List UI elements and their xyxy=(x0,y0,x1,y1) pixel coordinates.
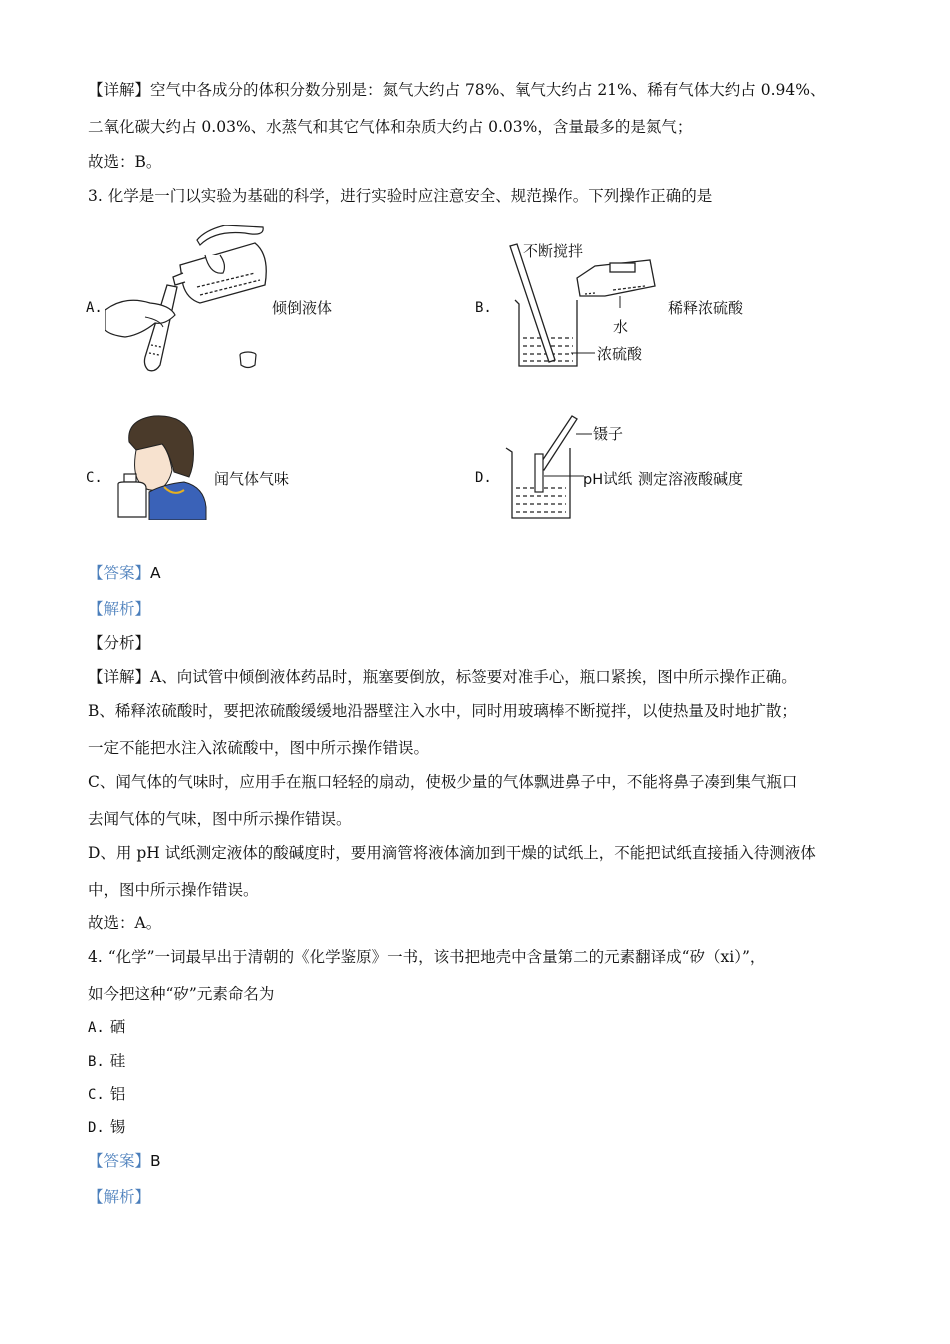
q4-option-b xyxy=(88,1051,125,1072)
prev-detail-line2: 二氧化碳大约占 0.03%、水蒸气和其它气体和杂质大约占 0.03%，含量最多的是氮气； xyxy=(88,118,693,136)
answer-tag: 【答案】 xyxy=(88,564,151,582)
ph-paper-label: pH试纸 xyxy=(583,472,633,488)
prev-conclusion: 故选：B。 xyxy=(88,153,162,171)
answer-value: B xyxy=(150,1152,161,1170)
q4-option-c xyxy=(88,1084,125,1105)
answer-value: A xyxy=(150,564,161,582)
q3-stem: 3. 化学是一门以实验为基础的科学，进行实验时应注意安全、规范操作。下列操作正确的是 xyxy=(88,187,713,205)
q4-option-d xyxy=(88,1117,125,1138)
option-label: B. xyxy=(88,1054,105,1070)
option-text: 铝 xyxy=(109,1085,126,1103)
acid-label: 浓硫酸 xyxy=(597,345,643,363)
smell-gas-figure xyxy=(114,412,209,520)
stopper-icon xyxy=(240,352,256,368)
detail-tag: 【详解】 xyxy=(88,81,151,99)
dilute-acid-figure xyxy=(495,238,665,373)
q3-analysis-tag: 【解析】 xyxy=(88,600,151,618)
pour-bottle-icon xyxy=(577,260,655,296)
pour-liquid-figure xyxy=(105,225,270,375)
option-text: 硅 xyxy=(109,1052,126,1070)
person-body-icon xyxy=(149,482,206,520)
option-label: C. xyxy=(88,1087,105,1103)
q3-option-b-caption: 稀释浓硫酸 xyxy=(668,299,744,317)
q3-option-a-label: A. xyxy=(86,300,103,316)
q4-answer xyxy=(88,1151,161,1171)
q3-option-c-label: C. xyxy=(86,470,103,486)
option-text: 锡 xyxy=(109,1118,126,1136)
right-hand-icon xyxy=(197,225,263,245)
q3-fenxi-tag: 【分析】 xyxy=(88,634,151,652)
q4-option-a xyxy=(88,1017,125,1038)
stir-label: 不断搅拌 xyxy=(523,242,584,260)
q3-detail-b2: 一定不能把水注入浓硫酸中，图中所示操作错误。 xyxy=(88,739,430,757)
q3-option-c-caption: 闻气体气味 xyxy=(214,470,290,488)
answer-tag: 【答案】 xyxy=(88,1152,151,1170)
option-label: D. xyxy=(88,1120,105,1136)
q3-option-b-label: B. xyxy=(475,300,492,316)
q4-analysis-tag: 【解析】 xyxy=(88,1188,151,1206)
q3-detail-d1: D、用 pH 试纸测定液体的酸碱度时，要用滴管将液体滴加到干燥的试纸上，不能把试纸直接插入待测液体 xyxy=(88,844,816,862)
detail-text: 空气中各成分的体积分数分别是：氮气大约占 78%、氧气大约占 21%、稀有气体大约占 0.94%、 xyxy=(150,81,826,99)
ph-paper-icon xyxy=(535,454,543,492)
ph-test-figure xyxy=(500,412,640,522)
option-label: A. xyxy=(88,1020,105,1036)
q3-detail-d2: 中，图中所示操作错误。 xyxy=(88,881,259,899)
q4-stem-line1: 4. “化学”一词最早出于清朝的《化学鉴原》一书，该书把地壳中含量第二的元素翻译成“矽（xi）”， xyxy=(88,948,766,966)
q3-answer xyxy=(88,563,161,583)
water-label: 水 xyxy=(613,318,629,336)
detail-tag: 【详解】 xyxy=(88,668,151,686)
prev-detail-line1 xyxy=(88,80,825,100)
option-text: 硒 xyxy=(109,1018,126,1036)
q4-stem-line2: 如今把这种“矽”元素命名为 xyxy=(88,985,275,1003)
tweezers-label: 镊子 xyxy=(593,425,624,443)
q3-conclusion: 故选：A。 xyxy=(88,914,162,932)
q3-option-a-caption: 倾倒液体 xyxy=(272,299,333,317)
q3-detail-c1: C、闻气体的气味时，应用手在瓶口轻轻的扇动，使极少量的气体飘进鼻子中，不能将鼻子凑到集气瓶口 xyxy=(88,773,798,791)
q3-option-d-label: D. xyxy=(475,470,492,486)
q3-detail-a xyxy=(88,667,797,687)
detail-a-text: A、向试管中倾倒液体药品时，瓶塞要倒放，标签要对准手心，瓶口紧挨，图中所示操作正确。 xyxy=(150,668,797,686)
q3-detail-c2: 去闻气体的气味，图中所示操作错误。 xyxy=(88,810,352,828)
q3-option-d-caption: 测定溶液酸碱度 xyxy=(638,470,744,488)
q3-detail-b1: B、稀释浓硫酸时，要把浓硫酸缓缓地沿器壁注入水中，同时用玻璃棒不断搅拌，以使热量及时地扩散； xyxy=(88,702,797,720)
